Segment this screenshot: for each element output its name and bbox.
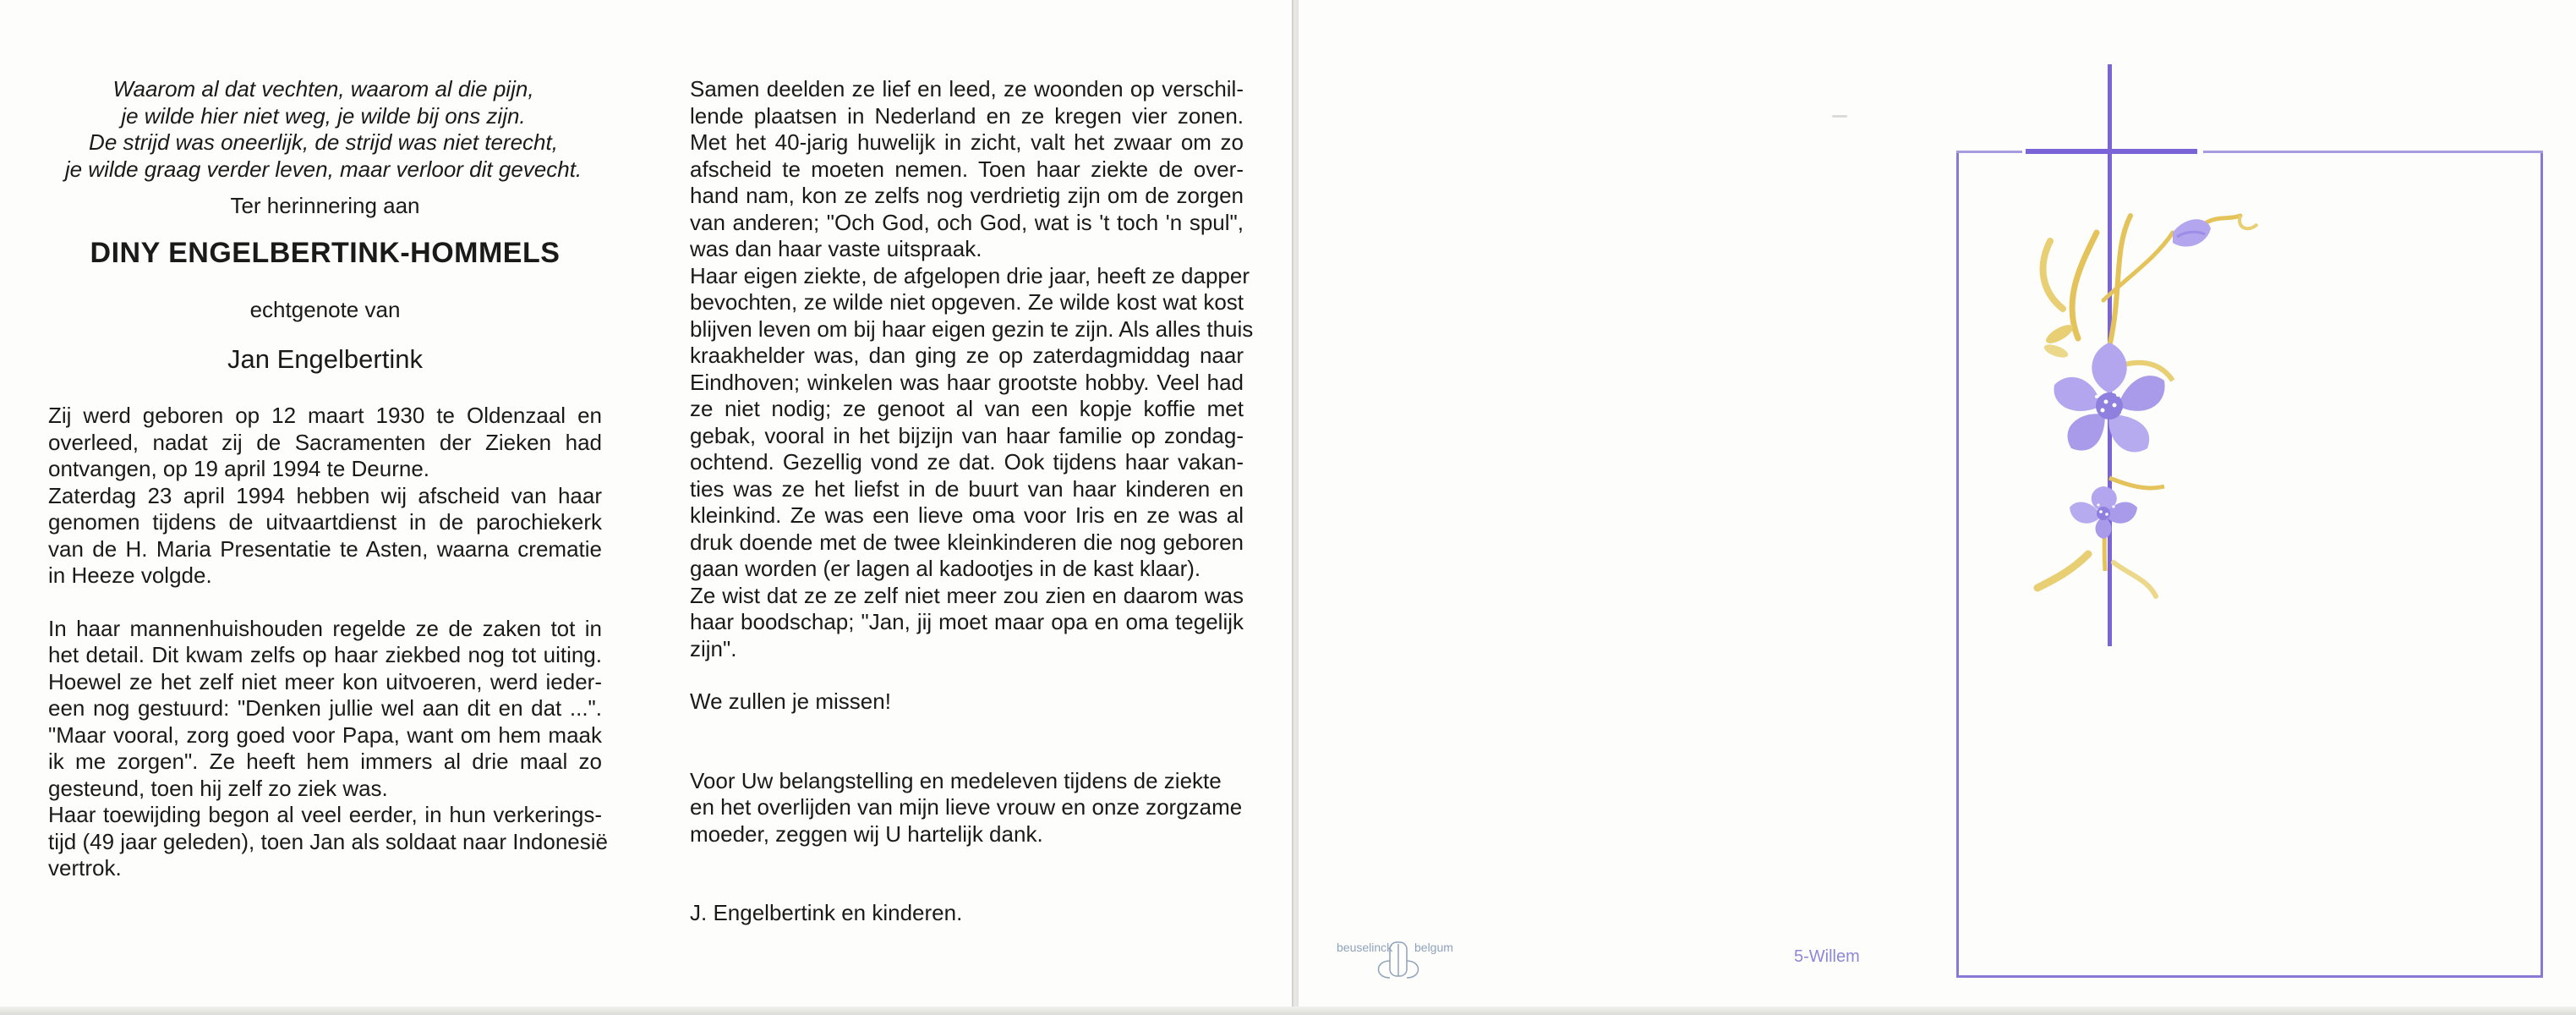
publisher-left-word: beuselinck bbox=[1337, 941, 1393, 954]
right-column bbox=[690, 76, 1254, 927]
spouse-name: Jan Engelbertink bbox=[227, 343, 423, 374]
memorial-intro: Ter herinnering aan bbox=[230, 193, 420, 218]
text-line: zijn". bbox=[690, 635, 737, 661]
publisher-emblem-icon bbox=[1337, 935, 1460, 983]
text-line: blijven leven om bij haar eigen gezin te zijn. Als alles thuis bbox=[690, 315, 1254, 342]
paragraph-together bbox=[690, 76, 1244, 263]
poem-line: je wilde graag verder leven, maar verloor dit gevecht. bbox=[64, 156, 582, 182]
frame-top-left bbox=[1956, 151, 2022, 153]
paragraph-dedication bbox=[48, 802, 608, 882]
text-line: moeder, zeggen wij U hartelijk dank. bbox=[690, 820, 1043, 847]
text-line: Eindhoven; winkelen was haar grootste hobby. Veel had bbox=[690, 369, 1244, 395]
text-line: gesteund, toen hij zelf zo ziek was. bbox=[48, 775, 388, 801]
text-line: Zij werd geboren op 12 maart 1930 te Oldenzaal en bbox=[48, 403, 602, 428]
paragraph-funeral bbox=[48, 483, 602, 590]
text-line: gaan worden (er lagen al kadootjes in de kast klaar). bbox=[690, 556, 1201, 581]
deceased-name: DINY ENGELBERTINK-HOMMELS bbox=[90, 236, 561, 269]
cross-bar bbox=[2026, 149, 2197, 154]
poem-line: je wilde hier niet weg, je wilde bij ons zijn. bbox=[121, 102, 526, 129]
text-line: ik me zorgen". Ze heeft hem immers al drie maal zo bbox=[48, 749, 602, 774]
text-line: Zaterdag 23 april 1994 hebben wij afscheid van haar bbox=[48, 482, 602, 508]
text-line: overleed, nadat zij de Sacramenten der Zieken had bbox=[48, 429, 602, 455]
paper-bottom-edge bbox=[0, 1007, 2576, 1015]
publisher-logo-icon bbox=[1337, 935, 1460, 983]
poem-line: Waarom al dat vechten, waarom al die pijn, bbox=[112, 76, 534, 102]
text-line: Haar toewijding begon al veel eerder, in hun verkerings- bbox=[48, 802, 602, 827]
publisher-right-word: belgum bbox=[1414, 941, 1453, 954]
text-line: in Heeze volgde. bbox=[48, 562, 212, 588]
text-line: Met het 40-jarig huwelijk in zicht, valt het zwaar om zo bbox=[690, 129, 1244, 155]
text-line: kraakhelder was, dan ging ze op zaterdagmiddag naar bbox=[690, 343, 1244, 368]
text-line: genomen tijdens de uitvaartdienst in de parochiekerk bbox=[48, 509, 602, 535]
paragraph-message bbox=[690, 583, 1244, 663]
paragraph-illness bbox=[690, 262, 1254, 583]
text-line: afscheid te moeten nemen. Toen haar ziekte de over- bbox=[690, 156, 1244, 182]
poem-line: De strijd was oneerlijk, de strijd was niet terecht, bbox=[89, 129, 558, 155]
text-line: haar boodschap; "Jan, jij moet maar opa en oma tegelijk bbox=[690, 609, 1244, 634]
text-line: en het overlijden van mijn lieve vrouw en onze zorgzame bbox=[690, 794, 1243, 820]
text-line: lende plaatsen in Nederland en ze kregen vier zonen. bbox=[690, 102, 1244, 129]
text-line: was dan haar vaste uitspraak. bbox=[690, 236, 982, 261]
text-line: van anderen; "Och God, och God, wat is 't toch 'n spul", bbox=[690, 209, 1244, 235]
text-line: ze niet nodig; ze genoot al van een kopje koffie met bbox=[690, 396, 1244, 421]
spouse-prefix: echtgenote van bbox=[249, 297, 401, 322]
text-line: In haar mannenhuishouden regelde ze de zaken tot in bbox=[48, 615, 602, 641]
card-code: 5-Willem bbox=[1794, 947, 1860, 966]
text-line: Voor Uw belangstelling en medeleven tijdens de ziekte bbox=[690, 767, 1222, 793]
text-line: bevochten, ze wilde niet opgeven. Ze wilde kost wat kost bbox=[690, 289, 1244, 315]
text-line: gebak, vooral in het bijzijn van haar familie op zondag- bbox=[690, 422, 1244, 448]
text-line: "Maar vooral, zorg goed voor Papa, want om hem maak bbox=[48, 721, 602, 748]
text-line: Haar eigen ziekte, de afgelopen drie jaar, heeft ze dapper bbox=[690, 262, 1250, 288]
card-fold bbox=[1292, 0, 1299, 1015]
poem bbox=[45, 76, 602, 183]
text-line: Hoewel ze het zelf niet meer kon uitvoeren, werd ieder- bbox=[48, 668, 602, 694]
text-line: ontvangen, op 19 april 1994 te Deurne. bbox=[48, 456, 430, 481]
text-line: druk doende met de twee kleinkinderen die nog geboren bbox=[690, 529, 1244, 555]
paragraph-household bbox=[48, 616, 602, 803]
missing-you-line: We zullen je missen! bbox=[690, 689, 891, 714]
text-line: een nog gestuurd: "Denken jullie wel aan dit en dat ...". bbox=[48, 695, 602, 721]
flower-illustration-icon bbox=[2004, 199, 2325, 639]
left-column bbox=[48, 76, 608, 882]
signature: J. Engelbertink en kinderen. bbox=[690, 900, 963, 925]
text-line: tijd (49 jaar geleden), toen Jan als soldaat naar Indonesië bbox=[48, 828, 608, 854]
text-line: hand nam, kon ze zelfs nog verdrietig zijn om de zorgen bbox=[690, 183, 1244, 208]
text-line: ties was ze het liefst in de buurt van haar kinderen en bbox=[690, 475, 1244, 502]
paper-speck bbox=[1832, 115, 1847, 118]
text-line: ochtend. Gezellig vond ze dat. Ook tijdens haar vakan- bbox=[690, 449, 1244, 475]
paragraph-birth-death bbox=[48, 403, 602, 483]
text-line: Samen deelden ze lief en leed, ze woonden op verschil- bbox=[690, 76, 1244, 102]
text-line: vertrok. bbox=[48, 855, 122, 881]
text-line: van de H. Maria Presentatie te Asten, waarna crematie bbox=[48, 535, 602, 562]
text-line: het detail. Dit kwam zelfs op haar ziekbed nog tot uiting. bbox=[48, 642, 602, 667]
text-line: Ze wist dat ze ze zelf niet meer zou zien en daarom was bbox=[690, 582, 1244, 608]
thanks-paragraph bbox=[690, 768, 1244, 848]
text-line: kleinkind. Ze was een lieve oma voor Iris en ze was al bbox=[690, 502, 1244, 528]
frame-top-right bbox=[2203, 151, 2543, 153]
